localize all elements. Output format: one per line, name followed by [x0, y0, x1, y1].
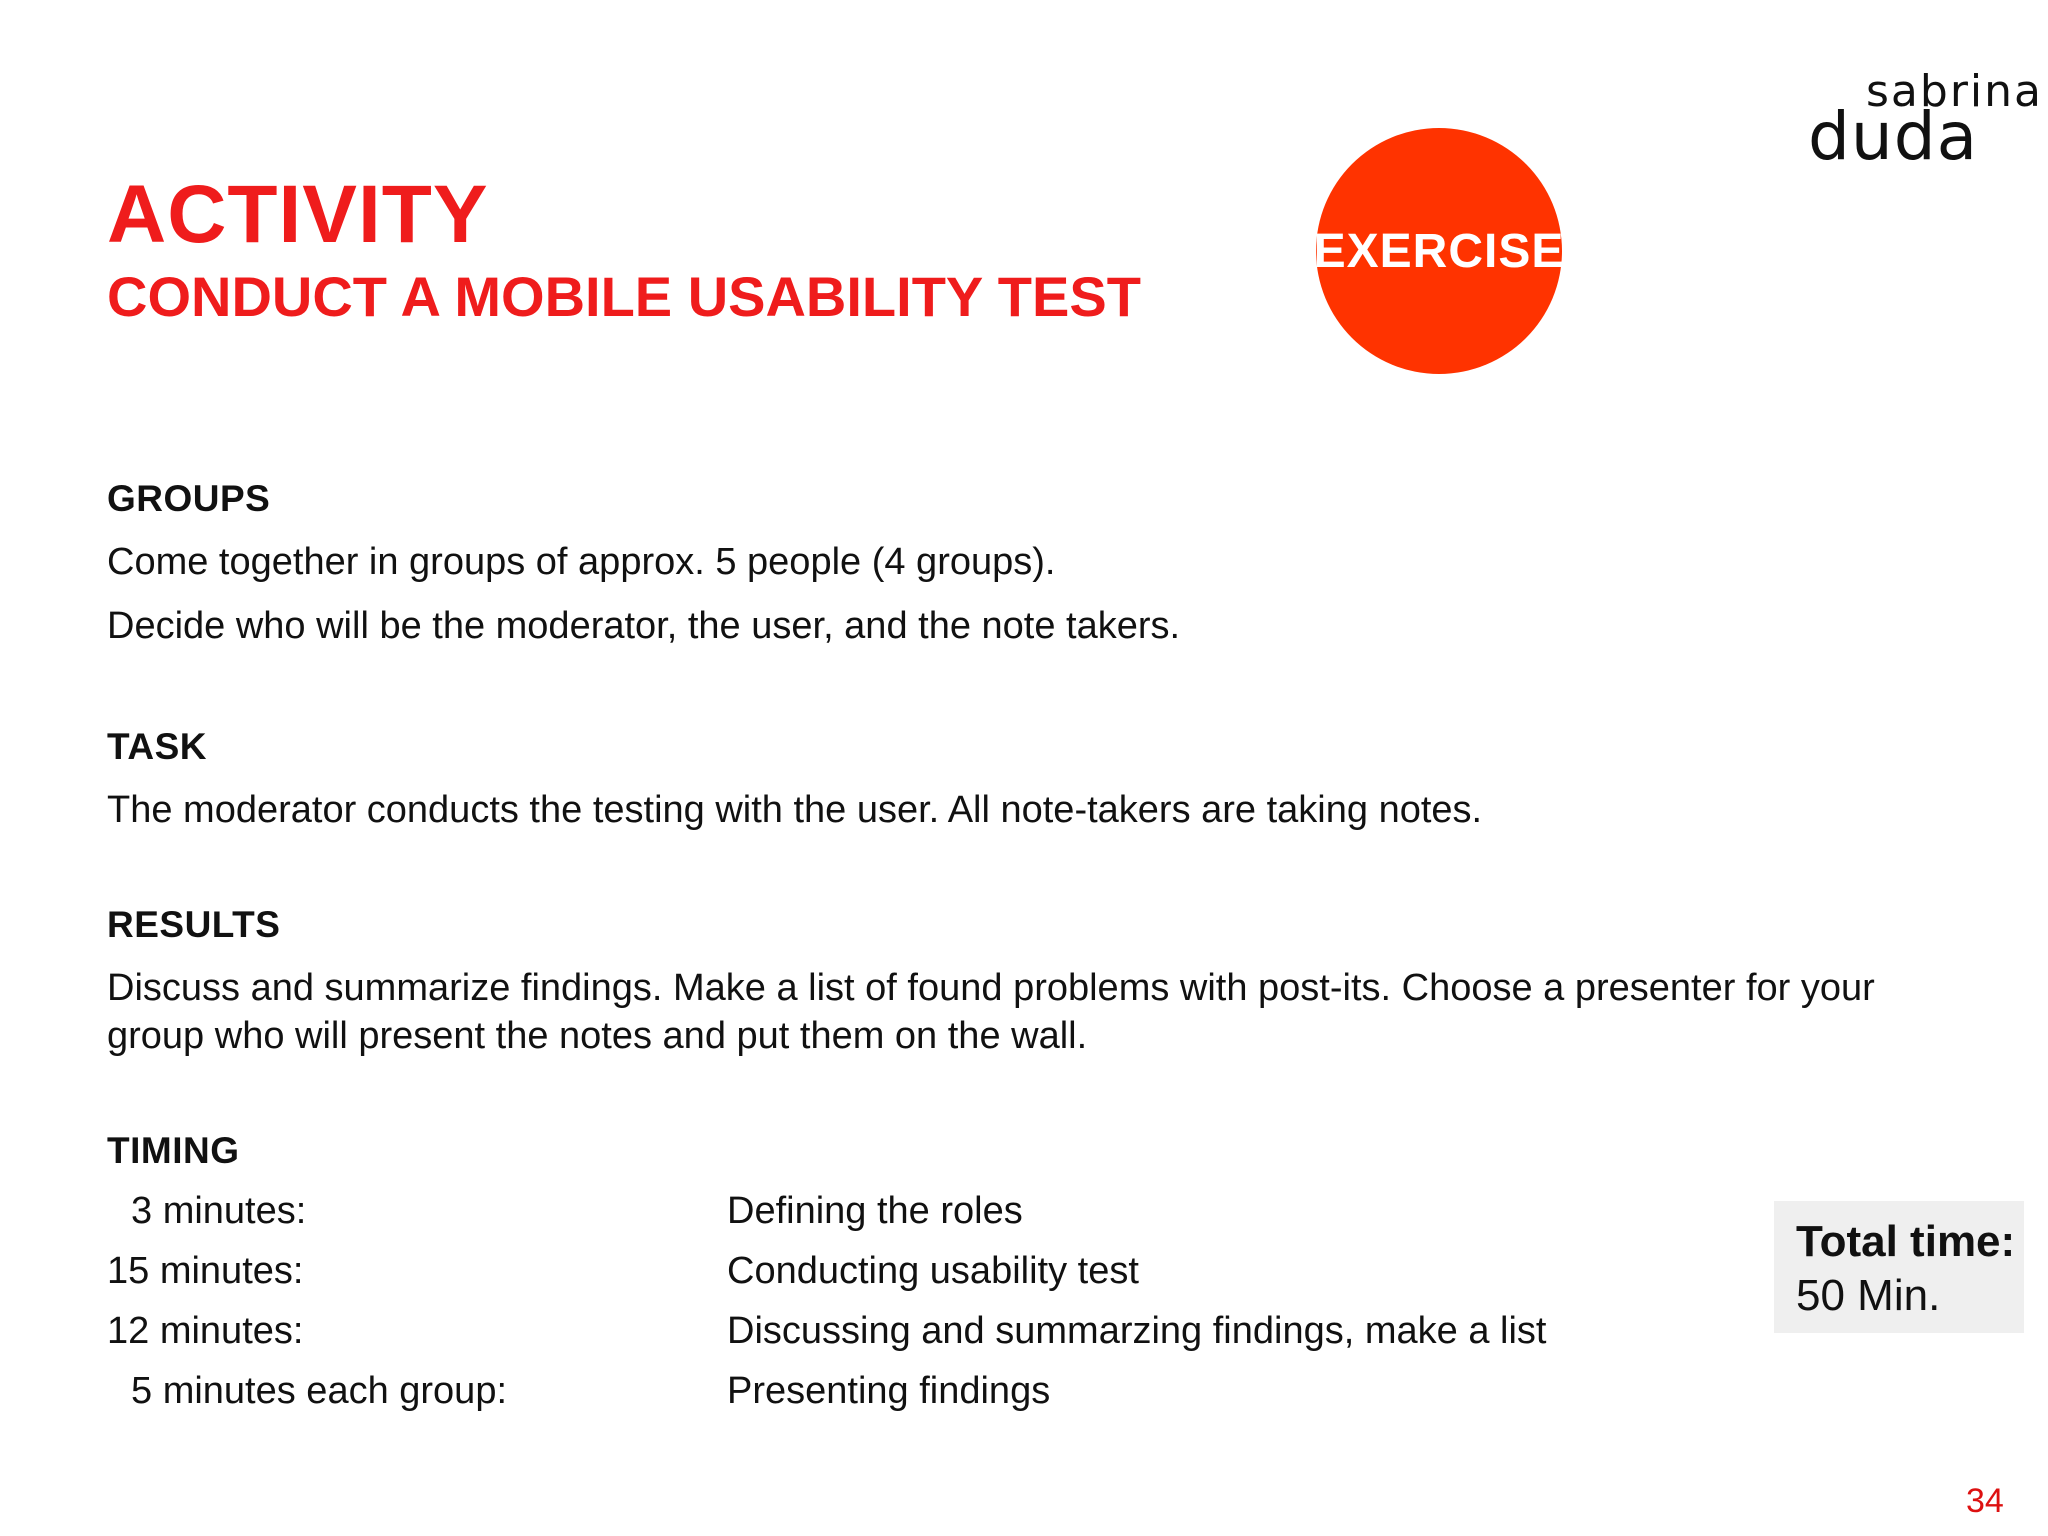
section-heading-timing: TIMING — [107, 1130, 240, 1171]
timing-row — [107, 1370, 1607, 1422]
timing-row — [107, 1310, 1607, 1362]
groups-line-2: Decide who will be the moderator, the user, and the note takers. — [107, 605, 1181, 647]
timing-activity: Discussing and summarzing findings, make a list — [727, 1310, 1547, 1352]
groups-line-1: Come together in groups of approx. 5 people (4 groups). — [107, 541, 1056, 583]
results-line-2: group who will present the notes and put them on the wall. — [107, 1015, 1088, 1057]
logo-last-name: duda — [1808, 98, 1979, 175]
total-time-label: Total time: — [1796, 1217, 2016, 1266]
total-time-box — [1774, 1201, 2024, 1333]
timing-duration: 3 minutes: — [131, 1190, 307, 1232]
timing-activity: Conducting usability test — [727, 1250, 1139, 1292]
slide-subtitle: CONDUCT A MOBILE USABILITY TEST — [107, 265, 1141, 328]
timing-row — [107, 1190, 1607, 1242]
logo-first-name: sabrina — [1866, 66, 2043, 117]
timing-duration: 5 minutes each group: — [131, 1370, 508, 1412]
exercise-badge: EXERCISE — [1316, 128, 1562, 374]
timing-activity: Presenting findings — [727, 1370, 1051, 1412]
section-heading-task: TASK — [107, 726, 207, 767]
section-heading-results: RESULTS — [107, 904, 281, 945]
total-time-value: 50 Min. — [1796, 1271, 1941, 1320]
section-heading-groups: GROUPS — [107, 478, 271, 519]
timing-activity: Defining the roles — [727, 1190, 1023, 1232]
brand-logo — [1808, 64, 2043, 175]
slide-title: ACTIVITY — [107, 169, 489, 260]
timing-row — [107, 1250, 1607, 1302]
task-line-1: The moderator conducts the testing with the user. All note-takers are taking notes. — [107, 789, 1483, 831]
page-number: 34 — [1966, 1482, 2004, 1520]
timing-duration: 12 minutes: — [107, 1310, 304, 1352]
timing-duration: 15 minutes: — [107, 1250, 304, 1292]
results-line-1: Discuss and summarize findings. Make a list of found problems with post-its. Choose a presenter for your — [107, 967, 1875, 1009]
